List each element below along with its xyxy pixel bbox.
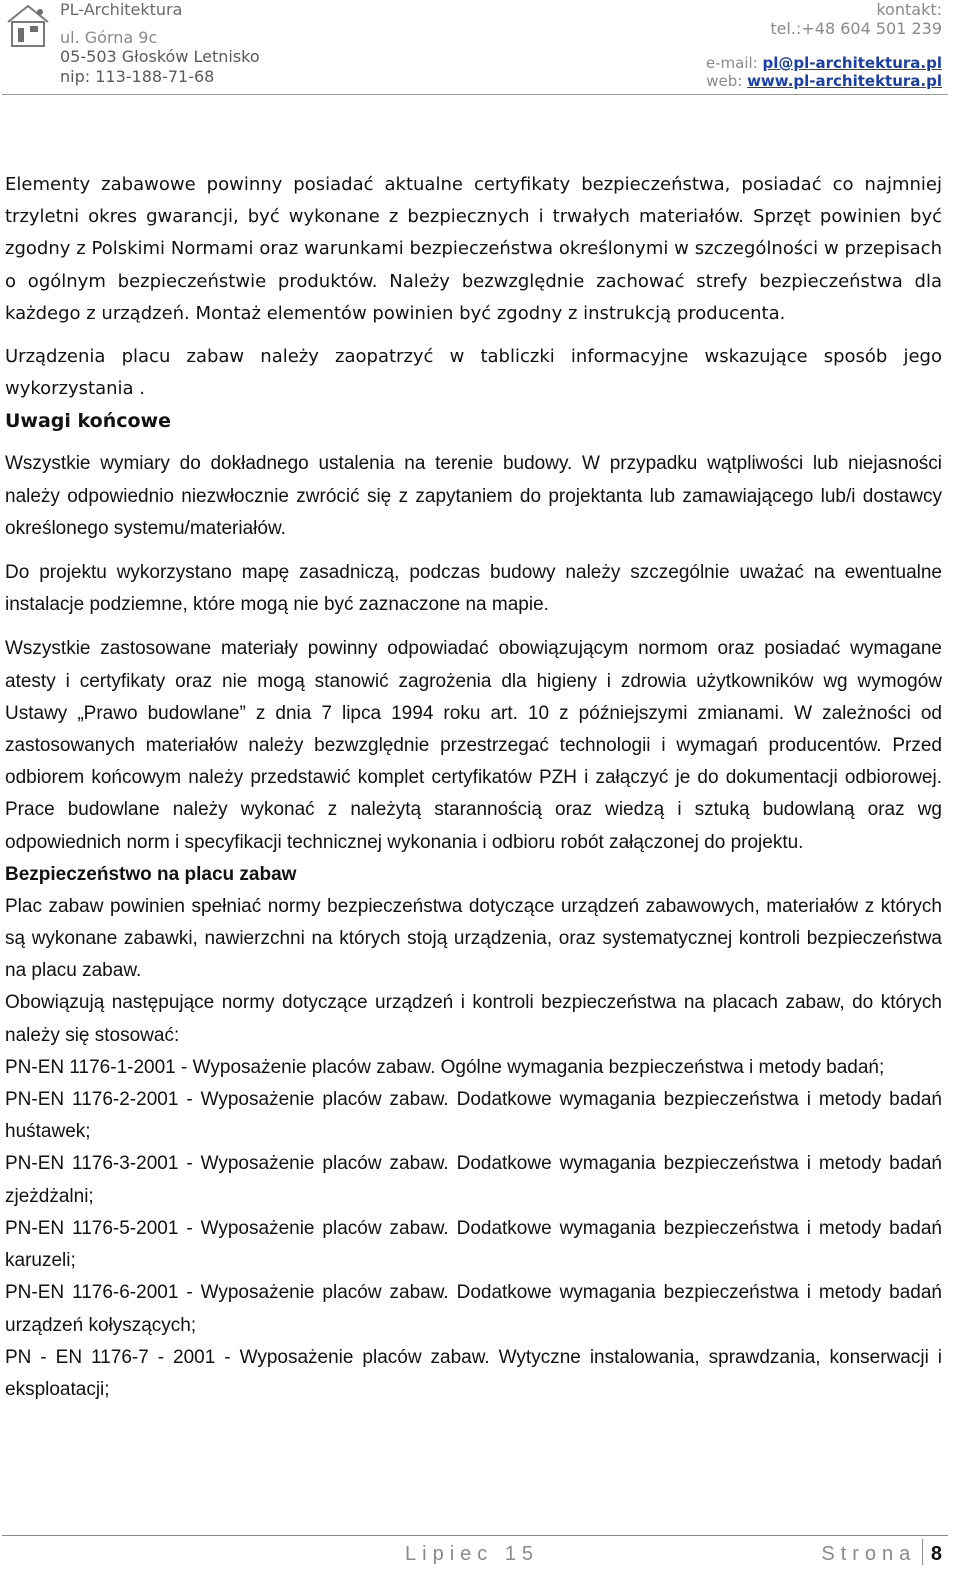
- contact-label: kontakt:: [876, 0, 942, 19]
- company-street: ul. Górna 9c: [60, 27, 158, 47]
- contact-info: [706, 0, 942, 90]
- norm-item: PN‐EN 1176‐6‐2001 ‐ Wyposażenie placów zabaw. Dodatkowe wymagania bezpieczeństwa i metody badań urządzeń kołyszących;: [5, 1282, 942, 1336]
- contact-phone: tel.:+48 604 501 239: [770, 19, 942, 38]
- company-info: [60, 0, 260, 86]
- company-city: 05-503 Głosków Letnisko: [60, 47, 260, 66]
- company-nip: nip: 113-188-71-68: [60, 66, 215, 86]
- page-footer: [0, 1538, 960, 1570]
- footer-page-number: 8: [930, 1543, 942, 1565]
- paragraph-safety-norms: Plac zabaw powinien spełniać normy bezpieczeństwa dotyczące urządzeń zabawowych, materiałów z których są wykonane zabawki, nawierzchni na których stoją urządzenia, oraz systematycznej kontroli bezpieczeństwa na placu zabaw.: [5, 895, 942, 982]
- email-label: e-mail:: [705, 54, 763, 72]
- norm-item: PN‐EN 1176‐3‐2001 ‐ Wyposażenie placów zabaw. Dodatkowe wymagania bezpieczeństwa i metody badań zjeżdżalni;: [5, 1153, 942, 1207]
- company-logo-icon: [4, 2, 52, 50]
- footer-separator: [922, 1539, 923, 1565]
- email-link[interactable]: pl@pl-architektura.pl: [762, 54, 942, 72]
- footer-page-label: Strona: [821, 1543, 917, 1565]
- document-body: [5, 169, 942, 1406]
- header-divider: [2, 94, 948, 95]
- footer-divider: [2, 1535, 948, 1536]
- norm-item: PN ‐ EN 1176‐7 ‐ 2001 ‐ Wyposażenie placów zabaw. Wytyczne instalowania, sprawdzania, konserwacji i eksploatacji;: [5, 1346, 942, 1400]
- paragraph-equipment-requirements: Elementy zabawowe powinny posiadać aktualne certyfikaty bezpieczeństwa, posiadać co najmniej trzyletni okres gwarancji, być wykonane z bezpiecznych i trwałych materiałów. Sprzęt powinien być zgodny z Polskimi Normami oraz warunkami bezpieczeństwa określonymi w szczególności w przepisach o ogólnym bezpieczeństwie produktów. Należy bezwzględnie zachować strefy bezpieczeństwa dla każdego z urządzeń. Montaż elementów powinien być zgodny z instrukcją producenta.: [5, 174, 942, 324]
- web-label: web:: [706, 72, 748, 90]
- page-header: [0, 0, 960, 96]
- paragraph-norms-intro: Obowiązują następujące normy dotyczące urządzeń i kontroli bezpieczeństwa na placach zabaw, do których należy się stosować:: [5, 992, 942, 1046]
- contact-web-line: [706, 72, 942, 90]
- company-name: PL-Architektura: [60, 0, 183, 19]
- paragraph-materials: Wszystkie zastosowane materiały powinny odpowiadać obowiązującym normom oraz posiadać wymagane atesty i certyfikaty oraz nie mogą stanowić zagrożenia dla higieny i zdrowia użytkowników wg wymogów Ustawy „Prawo budowlane” z dnia 7 lipca 1994 roku art. 10 z późniejszymi zmianami. W zależności od zastosowanych materiałów należy bezwzględnie przestrzegać technologii i wymagań producentów. Przed odbiorem końcowym należy przedstawić komplet certyfikatów PZH i załączyć je do dokumentacji odbiorowej. Prace budowlane należy wykonać z należytą starannością oraz wiedzą i sztuką budowlaną oraz wg odpowiednich norm i specyfikacji technicznej wykonania i odbioru robót załączonej do projektu.: [5, 638, 942, 853]
- heading-playground-safety: Bezpieczeństwo na placu zabaw: [5, 863, 297, 885]
- paragraph-information-boards: Urządzenia placu zabaw należy zaopatrzyć w tabliczki informacyjne wskazujące sposób jego wykorzystania .: [5, 346, 942, 400]
- contact-email-line: [706, 55, 942, 72]
- footer-page: [821, 1538, 942, 1570]
- paragraph-dimensions: Wszystkie wymiary do dokładnego ustalenia na terenie budowy. W przypadku wątpliwości lub niejasności należy odpowiednio niezwłocznie zwrócić się z zapytaniem do projektanta lub zamawiającego lub/i dostawcy określonego systemu/materiałów.: [5, 453, 942, 539]
- web-link[interactable]: www.pl-architektura.pl: [747, 72, 942, 90]
- norm-item: PN‐EN 1176‐5‐2001 ‐ Wyposażenie placów zabaw. Dodatkowe wymagania bezpieczeństwa i metody badań karuzeli;: [5, 1217, 942, 1272]
- paragraph-map: Do projektu wykorzystano mapę zasadniczą, podczas budowy należy szczególnie uważać na ewentualne instalacje podziemne, które mogą nie być zaznaczone na mapie.: [5, 562, 942, 616]
- footer-date: Lipiec 15: [405, 1543, 540, 1565]
- norm-item: PN‐EN 1176‐2‐2001 ‐ Wyposażenie placów zabaw. Dodatkowe wymagania bezpieczeństwa i metody badań huśtawek;: [5, 1089, 942, 1143]
- norm-item: PN‐EN 1176‐1‐2001 ‐ Wyposażenie placów zabaw. Ogólne wymagania bezpieczeństwa i metody badań;: [5, 1056, 885, 1078]
- heading-final-remarks: Uwagi końcowe: [5, 410, 171, 433]
